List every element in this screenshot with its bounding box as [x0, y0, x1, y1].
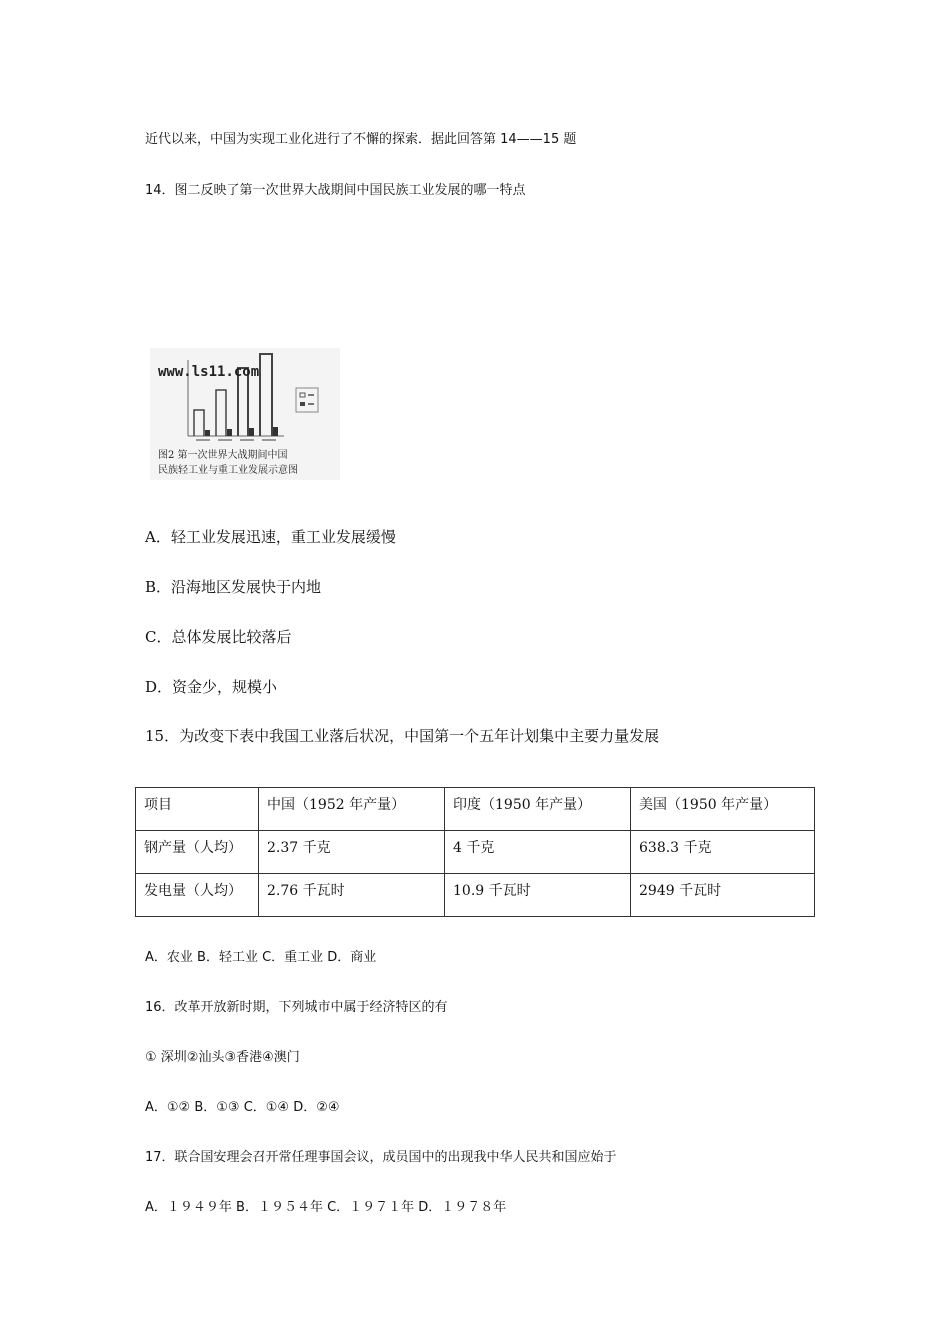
- figure-2-chart: [150, 348, 340, 480]
- x-tick-3: [240, 439, 254, 441]
- table-cell: 638.3 千克: [631, 831, 815, 874]
- legend-box: [296, 388, 318, 412]
- figure-2-svg: [150, 348, 340, 480]
- q14-stem: 14．图二反映了第一次世界大战期间中国民族工业发展的哪一特点: [145, 183, 526, 198]
- q14-option-c: C．总体发展比较落后: [145, 628, 292, 646]
- legend-label-light: [308, 394, 314, 396]
- q17-stem: 17．联合国安理会召开常任理事国会议，成员国中的出现我中华人民共和国应始于: [145, 1150, 617, 1165]
- figure-watermark: www.ls11.com: [158, 364, 260, 380]
- table-cell: 发电量（人均）: [136, 874, 259, 917]
- heavy-industry-bar-3: [249, 428, 254, 436]
- q14-option-b: B．沿海地区发展快于内地: [145, 578, 322, 596]
- q16-stem: 16．改革开放新时期，下列城市中属于经济特区的有: [145, 1000, 448, 1015]
- legend-swatch-heavy: [300, 402, 305, 406]
- table-header-cell: 中国（1952 年产量）: [259, 788, 445, 831]
- light-industry-bar-4: [260, 354, 272, 436]
- table-cell: 2949 千瓦时: [631, 874, 815, 917]
- x-tick-1: [196, 439, 210, 441]
- q14-option-d: D．资金少，规模小: [145, 678, 278, 696]
- table-cell: 2.76 千瓦时: [259, 874, 445, 917]
- table-cell: 10.9 千瓦时: [445, 874, 631, 917]
- table-header-cell: 印度（1950 年产量）: [445, 788, 631, 831]
- table-header-row: [136, 788, 815, 831]
- heavy-industry-bar-2: [227, 429, 232, 436]
- light-industry-bar-1: [194, 410, 204, 436]
- table-cell: 4 千克: [445, 831, 631, 874]
- table-row: [136, 874, 815, 917]
- table-cell: 2.37 千克: [259, 831, 445, 874]
- light-industry-bar-2: [216, 390, 226, 436]
- legend-label-heavy: [308, 403, 314, 405]
- q15-stem: 15．为改变下表中我国工业落后状况，中国第一个五年计划集中主要力量发展: [145, 727, 660, 745]
- q16-options: A．①② B．①③ C．①④ D．②④: [145, 1100, 340, 1115]
- industry-comparison-table: [135, 787, 815, 917]
- intro-text: 近代以来，中国为实现工业化进行了不懈的探索．据此回答第 14——15 题: [145, 132, 577, 147]
- figure-caption-line-1: 图2 第一次世界大战期间中国: [158, 450, 288, 461]
- table-row: [136, 831, 815, 874]
- heavy-industry-bar-4: [273, 427, 278, 436]
- table-header-cell: 项目: [136, 788, 259, 831]
- q17-options: A．１９４９年 B．１９５４年 C．１９７１年 D．１９７８年: [145, 1200, 507, 1215]
- figure-caption-line-2: 民族轻工业与重工业发展示意图: [158, 465, 298, 476]
- table-cell: 钢产量（人均）: [136, 831, 259, 874]
- x-tick-2: [218, 439, 232, 441]
- legend-swatch-light: [300, 393, 305, 397]
- x-tick-4: [262, 439, 276, 441]
- q15-options: A．农业 B．轻工业 C．重工业 D．商业: [145, 950, 377, 965]
- q16-choices: ① 深圳②汕头③香港④澳门: [145, 1050, 300, 1065]
- q14-option-a: A．轻工业发展迅速，重工业发展缓慢: [145, 528, 396, 546]
- heavy-industry-bar-1: [205, 430, 210, 436]
- table-header-cell: 美国（1950 年产量）: [631, 788, 815, 831]
